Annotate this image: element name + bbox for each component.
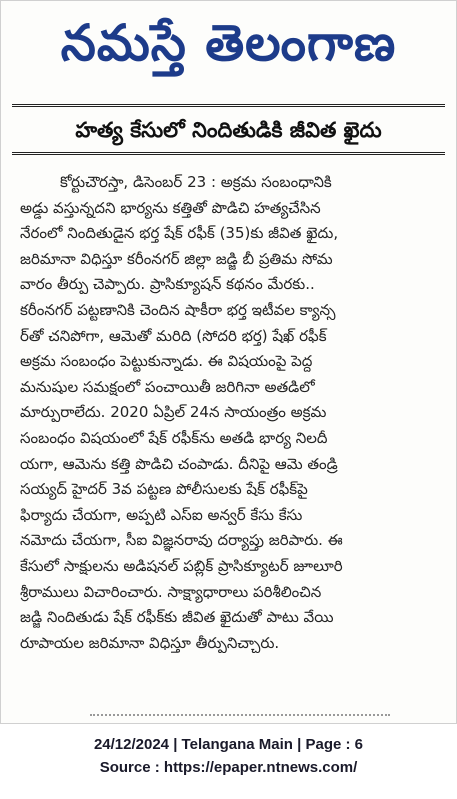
footer-dateline: 24/12/2024 | Telangana Main | Page : 6 [93, 736, 364, 753]
article-line: అక్రమ సంబంధం పెట్టుకున్నాడు. ఈ విషయంపై పెద్ద [20, 352, 313, 371]
article-line: మార్పురాలేదు. 2020 ఏప్రిల్ 24న సాయంత్రం అక్రమ [20, 403, 327, 422]
article-line: ర్‌తో చనిపోగా, ఆమెతో మరిది (సోదరి భర్త) షేఖ్ రఫీక్ [20, 326, 327, 345]
article-headline: హత్య కేసులో నిందితుడికి జీవిత ఖైదు [75, 118, 382, 142]
article-line: జరిమానా విధిస్తూ కరీంనగర్ జిల్లా జడ్జి బీ ప్రతిమ సోమ [20, 249, 333, 268]
article-line: యగా, ఆమెను కత్తి పొడిచి చంపాడు. దీనిపై ఆమె తండ్రి [20, 454, 338, 473]
article-line: ఫిర్యాదు చేయగా, అప్పటి ఎస్ఐ అన్వర్ కేసు కేసు [20, 505, 303, 524]
article-line: జడ్జి నిందితుడు షేక్ రఫీక్‌కు జీవిత ఖైదుతో పాటు వేయి [20, 608, 334, 627]
article-line: నమోదు చేయగా, సీఐ విజ్ఞనరావు దర్యాప్తు జరిపారు. ఈ [20, 531, 343, 550]
article-line: కరీంనగర్ పట్టణానికి చెందిన షాకీరా భర్త ఇటీవల క్యాన్స [20, 300, 336, 319]
article-line: మనుషుల సమక్షంలో పంచాయితీ జరిగినా అతడిలో [20, 377, 315, 396]
article-line: సంబంధం విషయంలో షేక్ రఫీక్‌ను అతడి భార్య నిలదీ [20, 428, 328, 447]
article-line: సయ్యద్ హైదర్ 3వ పట్టణ పోలీసులకు షేక్ రఫీక్‌పై [20, 480, 308, 499]
article-line: రూపాయల జరిమానా విధిస్తూ తీర్పునిచ్చారు. [20, 633, 280, 652]
article-line: కేసులో సాక్షులను అడిషనల్ పబ్లిక్ ప్రాసిక్యూటర్ జూలూరి [20, 556, 343, 575]
article-line: అడ్డు వస్తున్నదని భార్యను కత్తితో పొడిచి హత్యచేసిన [20, 198, 321, 217]
article-line: నేరంలో నిందితుడైన భర్త షేక్ రఫీక్ (35)కు జీవిత ఖైదు, [20, 224, 339, 243]
article-line: కోర్టుచౌరస్తా, డిసెంబర్ 23 : అక్రమ సంబంధానికి [60, 173, 332, 191]
article-line: వారం తీర్పు చెప్పారు. ప్రాసిక్యూషన్ కథనం మేరకు.. [20, 275, 315, 294]
masthead-title: నమస్తే తెలంగాణ [60, 14, 397, 72]
article-line: శ్రీరాములు విచారించారు. సాక్ష్యాధారాలు పరిశీలించిన [20, 582, 322, 601]
footer-source: Source : https://epaper.ntnews.com/ [99, 759, 358, 776]
